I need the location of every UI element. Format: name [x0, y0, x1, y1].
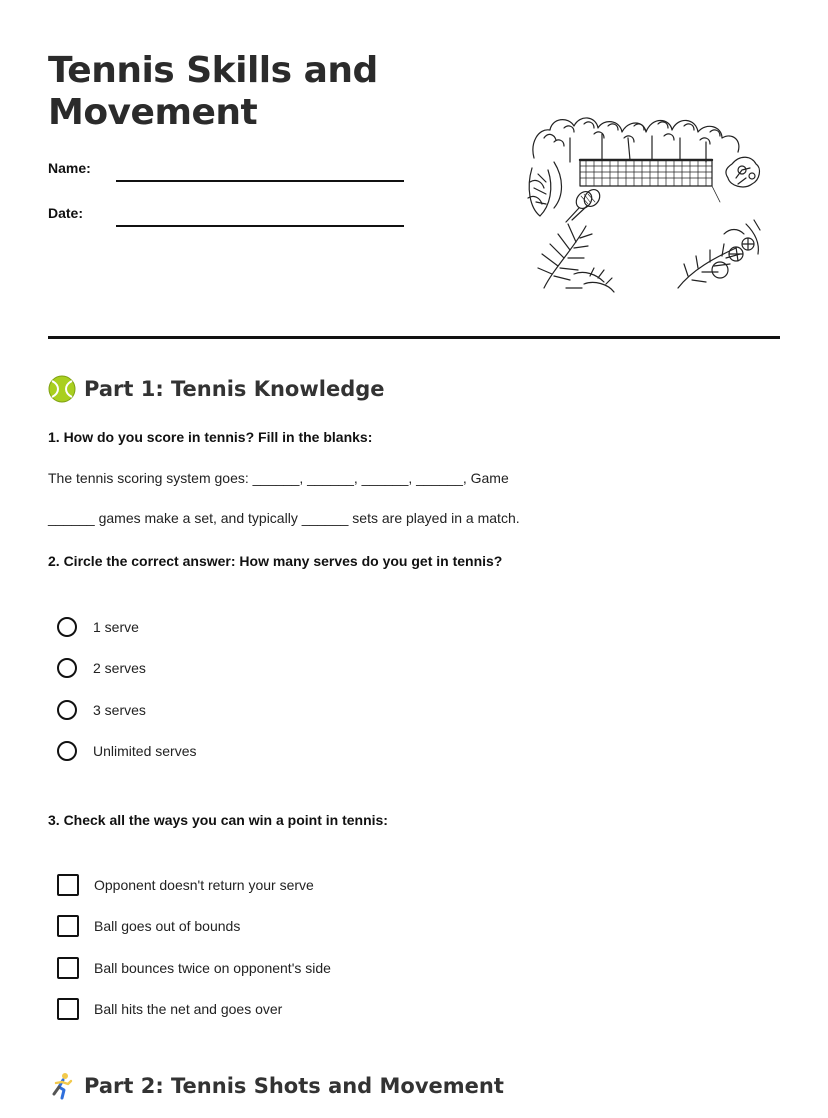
title-line-2: Movement	[48, 92, 258, 133]
scoring-fill-in-line-1[interactable]: The tennis scoring system goes: ______, ______, ______, ______, Game	[48, 470, 509, 486]
option-label: Opponent doesn't return your serve	[94, 877, 314, 893]
win-point-option-3[interactable]	[57, 955, 331, 981]
tennis-ball-icon	[48, 375, 76, 403]
section-divider	[48, 336, 780, 339]
option-label: Ball bounces twice on opponent's side	[94, 960, 331, 976]
option-label: 2 serves	[93, 660, 146, 676]
checkbox[interactable]	[57, 998, 79, 1020]
question-1-prompt: 1. How do you score in tennis? Fill in the blanks:	[48, 429, 373, 445]
option-label: 1 serve	[93, 619, 139, 635]
option-label: Ball hits the net and goes over	[94, 1001, 283, 1017]
page-title	[48, 50, 468, 134]
radio-circle[interactable]	[57, 741, 77, 761]
radio-circle[interactable]	[57, 700, 77, 720]
option-label: 3 serves	[93, 702, 146, 718]
checkbox[interactable]	[57, 915, 79, 937]
date-field[interactable]	[48, 205, 408, 229]
win-point-option-4[interactable]	[57, 996, 282, 1022]
part2-heading-text: Part 2: Tennis Shots and Movement	[84, 1074, 504, 1098]
tennis-court-illustration-icon	[524, 98, 768, 298]
radio-circle[interactable]	[57, 617, 77, 637]
serve-option-4[interactable]	[57, 738, 196, 764]
serve-option-2[interactable]	[57, 655, 146, 681]
option-label: Unlimited serves	[93, 743, 197, 759]
checkbox[interactable]	[57, 957, 79, 979]
name-label: Name:	[48, 160, 91, 176]
question-3-prompt: 3. Check all the ways you can win a point in tennis:	[48, 812, 388, 828]
scoring-fill-in-line-2[interactable]: ______ games make a set, and typically ______ sets are played in a match.	[48, 510, 520, 526]
part2-heading	[48, 1071, 504, 1101]
serve-option-3[interactable]	[57, 697, 146, 723]
serve-option-1[interactable]	[57, 614, 139, 640]
win-point-option-1[interactable]	[57, 872, 314, 898]
win-point-option-2[interactable]	[57, 913, 240, 939]
question-2-prompt: 2. Circle the correct answer: How many serves do you get in tennis?	[48, 553, 503, 569]
part1-heading-text: Part 1: Tennis Knowledge	[84, 377, 385, 401]
option-label: Ball goes out of bounds	[94, 918, 241, 934]
date-label: Date:	[48, 205, 84, 221]
name-field[interactable]	[48, 160, 408, 184]
title-line-1: Tennis Skills and	[48, 50, 378, 91]
part1-heading	[48, 374, 385, 404]
radio-circle[interactable]	[57, 658, 77, 678]
running-person-icon	[48, 1072, 76, 1100]
worksheet-page	[48, 0, 780, 1118]
date-input-line[interactable]	[116, 225, 404, 227]
name-input-line[interactable]	[116, 180, 404, 182]
checkbox[interactable]	[57, 874, 79, 896]
